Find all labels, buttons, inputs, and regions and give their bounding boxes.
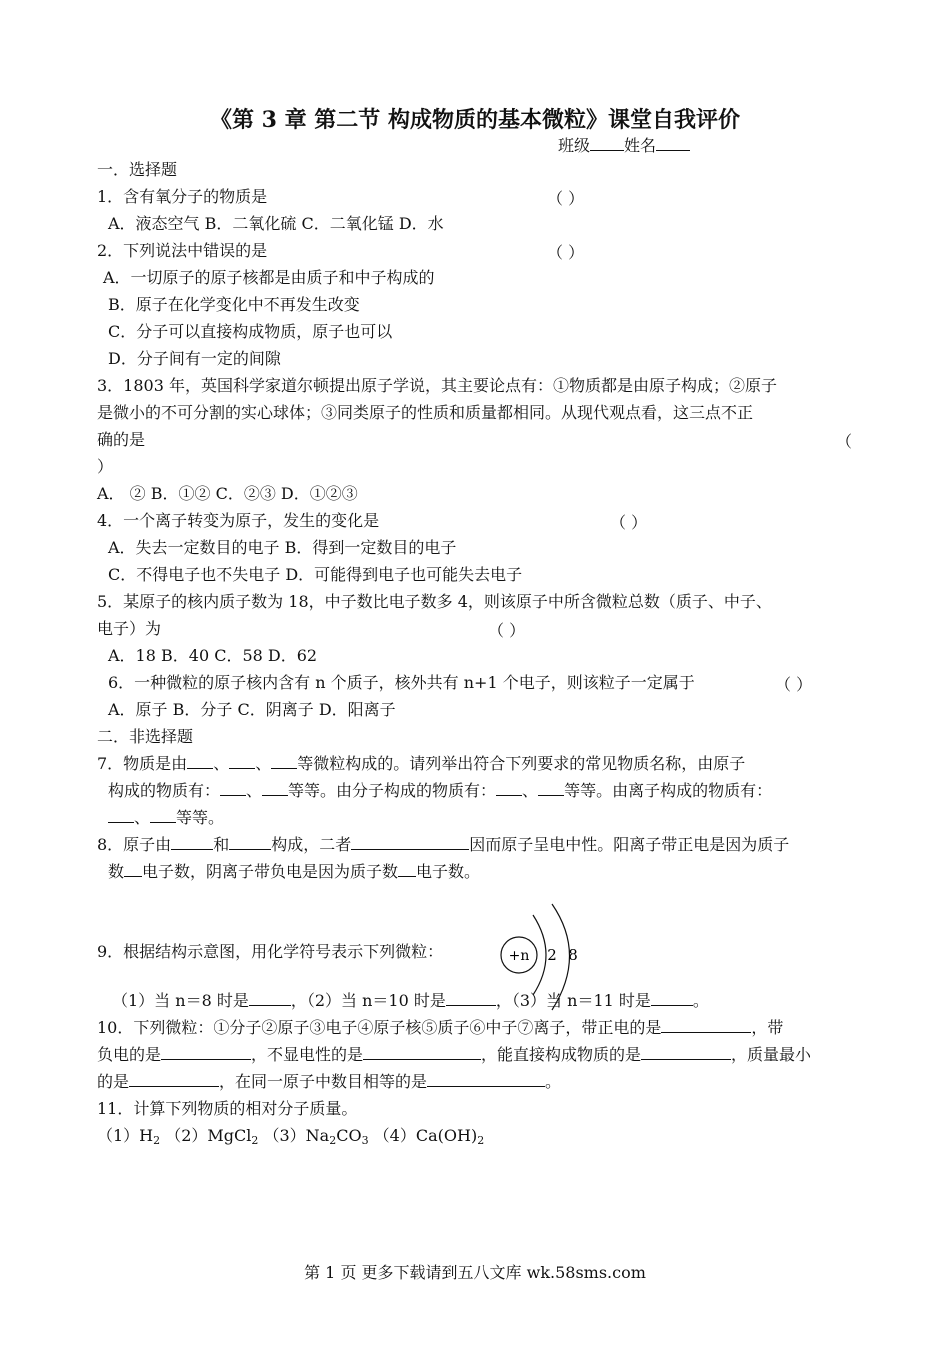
q6-options: A．原子 B．分子 C．阴离子 D．阳离子 — [108, 700, 396, 719]
q8-text: 因而原子呈电中性。阳离子带正电是因为质子 — [469, 835, 790, 854]
q9-text: ，（3）当 n＝11 时是 — [495, 991, 651, 1010]
q4-stem: 4．一个离子转变为原子，发生的变化是 — [97, 511, 380, 530]
q10-text: ，能直接构成物质的是 — [481, 1045, 642, 1064]
q8-blank-3 — [351, 834, 469, 850]
q7-blank-9 — [150, 807, 176, 823]
q7-blank-8 — [108, 807, 134, 823]
q10-text: ，不显电性的是 — [251, 1045, 364, 1064]
q7-text: 等微粒构成的。请列举出符合下列要求的常见物质名称，由原子 — [297, 754, 746, 773]
class-label: 班级 — [558, 136, 591, 155]
q8-line-1 — [97, 834, 789, 856]
shell-1-count: 2 — [547, 946, 557, 964]
q7-text: 、 — [246, 781, 263, 800]
q5-line-1: 5．某原子的核内质子数为 18，中子数比电子数多 4，则该原子中所含微粒总数（质子、中子、 — [97, 592, 772, 611]
q8-line-2 — [108, 861, 480, 883]
q8-text: 电子数。 — [416, 862, 481, 881]
q10-blank-1 — [661, 1017, 751, 1033]
page-title: 《第 3 章 第二节 构成物质的基本微粒》课堂自我评价 — [210, 107, 740, 133]
q10-blank-4 — [641, 1044, 731, 1060]
q11-subscript: 3 — [361, 1134, 369, 1147]
q7-text: 、 — [134, 808, 151, 827]
name-label: 姓名 — [624, 136, 657, 155]
q3-paren-close: ） — [97, 457, 114, 476]
q7-text: 7．物质是由 — [97, 754, 188, 773]
q3-line-3: 确的是 — [97, 430, 146, 449]
q11-item-3: （3）Na — [258, 1126, 330, 1145]
q8-text: 数 — [108, 862, 125, 881]
q5-options: A．18 B．40 C．58 D．62 — [108, 646, 318, 665]
q9-blank-3 — [651, 990, 693, 1006]
q9-text: 。 — [692, 991, 709, 1010]
q7-blank-3 — [271, 753, 297, 769]
class-name-line — [558, 133, 690, 156]
class-blank — [590, 135, 624, 151]
section-2-heading: 二．非选择题 — [97, 727, 194, 746]
q8-blank-5 — [398, 861, 416, 877]
q11-subscript: 2 — [329, 1134, 337, 1147]
q2-option-d: D．分子间有一定的间隙 — [108, 349, 281, 368]
q8-text: 和 — [213, 835, 230, 854]
q10-text: 。 — [545, 1072, 562, 1091]
q7-blank-6 — [496, 780, 522, 796]
q1-stem: 1．含有氧分子的物质是 — [97, 187, 268, 206]
section-1-heading: 一．选择题 — [97, 160, 178, 179]
q10-blank-2 — [161, 1044, 251, 1060]
q7-blank-5 — [262, 780, 288, 796]
q9-blank-2 — [446, 990, 496, 1006]
shell-2-count: 8 — [568, 946, 578, 964]
q9-blank-1 — [249, 990, 291, 1006]
q1-answer-paren: （ ） — [547, 189, 585, 208]
electron-shell-1 — [533, 915, 546, 995]
q7-text: 、 — [213, 754, 230, 773]
q9-text: （1）当 n＝8 时是 — [112, 991, 249, 1010]
q10-blank-5 — [129, 1071, 219, 1087]
q8-text: 电子数，阴离子带负电是因为质子数 — [142, 862, 399, 881]
q8-blank-2 — [229, 834, 271, 850]
q7-text: 等等。由离子构成的物质有： — [564, 781, 773, 800]
q11-item-4: （4）Ca(OH) — [368, 1126, 478, 1145]
q6-answer-paren: （ ） — [775, 675, 813, 694]
q10-text: ，在同一原子中数目相等的是 — [219, 1072, 428, 1091]
q11-stem: 11．计算下列物质的相对分子质量。 — [97, 1099, 358, 1118]
q7-line-3 — [108, 807, 224, 829]
name-blank — [656, 135, 690, 151]
q9-stem: 9．根据结构示意图，用化学符号表示下列微粒： — [97, 942, 444, 961]
q3-line-2: 是微小的不可分割的实心球体；③同类原子的性质和质量都相同。从现代观点看，这三点不正 — [97, 403, 754, 422]
page-footer: 第 1 页 更多下载请到五八文库 wk.58sms.com — [304, 1263, 646, 1282]
q10-text: 负电的是 — [97, 1045, 162, 1064]
q7-text: 、 — [255, 754, 272, 773]
q2-option-a: A．一切原子的原子核都是由质子和中子构成的 — [103, 268, 435, 287]
q10-text: 的是 — [97, 1072, 130, 1091]
q8-blank-1 — [171, 834, 213, 850]
q5-answer-paren: （ ） — [488, 621, 526, 640]
q2-stem: 2．下列说法中错误的是 — [97, 241, 268, 260]
q4-options-ab: A．失去一定数目的电子 B．得到一定数目的电子 — [108, 538, 457, 557]
q9-parts — [112, 990, 709, 1012]
q11-items — [97, 1125, 484, 1147]
q7-blank-1 — [187, 753, 213, 769]
q10-line-3 — [97, 1071, 561, 1093]
q8-text: 构成，二者 — [271, 835, 352, 854]
q11-subscript: 2 — [251, 1134, 259, 1147]
q10-blank-3 — [363, 1044, 481, 1060]
q10-text: 10．下列微粒：①分子②原子③电子④原子核⑤质子⑥中子⑦离子，带正电的是 — [97, 1018, 662, 1037]
q11-subscript: 2 — [153, 1134, 161, 1147]
q11-subscript: 2 — [477, 1134, 485, 1147]
q10-text: ，质量最小 — [731, 1045, 812, 1064]
q7-text: 构成的物质有： — [108, 781, 221, 800]
q3-paren-open: （ — [836, 432, 853, 451]
q11-item-1: （1）H — [97, 1126, 154, 1145]
q10-blank-6 — [427, 1071, 545, 1087]
q7-line-1 — [97, 753, 745, 775]
q11-item-3b: CO — [336, 1126, 362, 1145]
q8-text: 8．原子由 — [97, 835, 172, 854]
q11-item-2: （2）MgCl — [160, 1126, 252, 1145]
q7-text: 等等。 — [176, 808, 225, 827]
q2-option-c: C．分子可以直接构成物质，原子也可以 — [108, 322, 393, 341]
q3-line-1: 3．1803 年，英国科学家道尔顿提出原子学说，其主要论点有：①物质都是由原子构成；②原子 — [97, 376, 777, 395]
q7-blank-2 — [229, 753, 255, 769]
q2-answer-paren: （ ） — [547, 243, 585, 262]
q9-text: ，（2）当 n＝10 时是 — [290, 991, 446, 1010]
q6-stem: 6．一种微粒的原子核内含有 n 个质子，核外共有 n+1 个电子，则该粒子一定属于 — [108, 673, 695, 692]
q7-text: 等等。由分子构成的物质有： — [288, 781, 497, 800]
q7-text: 、 — [522, 781, 539, 800]
q10-line-2 — [97, 1044, 811, 1066]
q7-line-2 — [108, 780, 772, 802]
q10-text: ，带 — [751, 1018, 784, 1037]
q7-blank-7 — [538, 780, 564, 796]
q2-option-b: B．原子在化学变化中不再发生改变 — [108, 295, 360, 314]
q5-line-2: 电子）为 — [97, 619, 162, 638]
nucleus-label: +n — [508, 948, 530, 964]
q4-options-cd: C．不得电子也不失电子 D．可能得到电子也可能失去电子 — [108, 565, 523, 584]
q10-line-1 — [97, 1017, 783, 1039]
q3-options: A． ② B．①② C．②③ D．①②③ — [97, 484, 358, 503]
q4-answer-paren: （ ） — [610, 513, 648, 532]
q8-blank-4 — [124, 861, 142, 877]
q1-options: A．液态空气 B．二氧化硫 C．二氧化锰 D．水 — [108, 214, 444, 233]
q7-blank-4 — [220, 780, 246, 796]
